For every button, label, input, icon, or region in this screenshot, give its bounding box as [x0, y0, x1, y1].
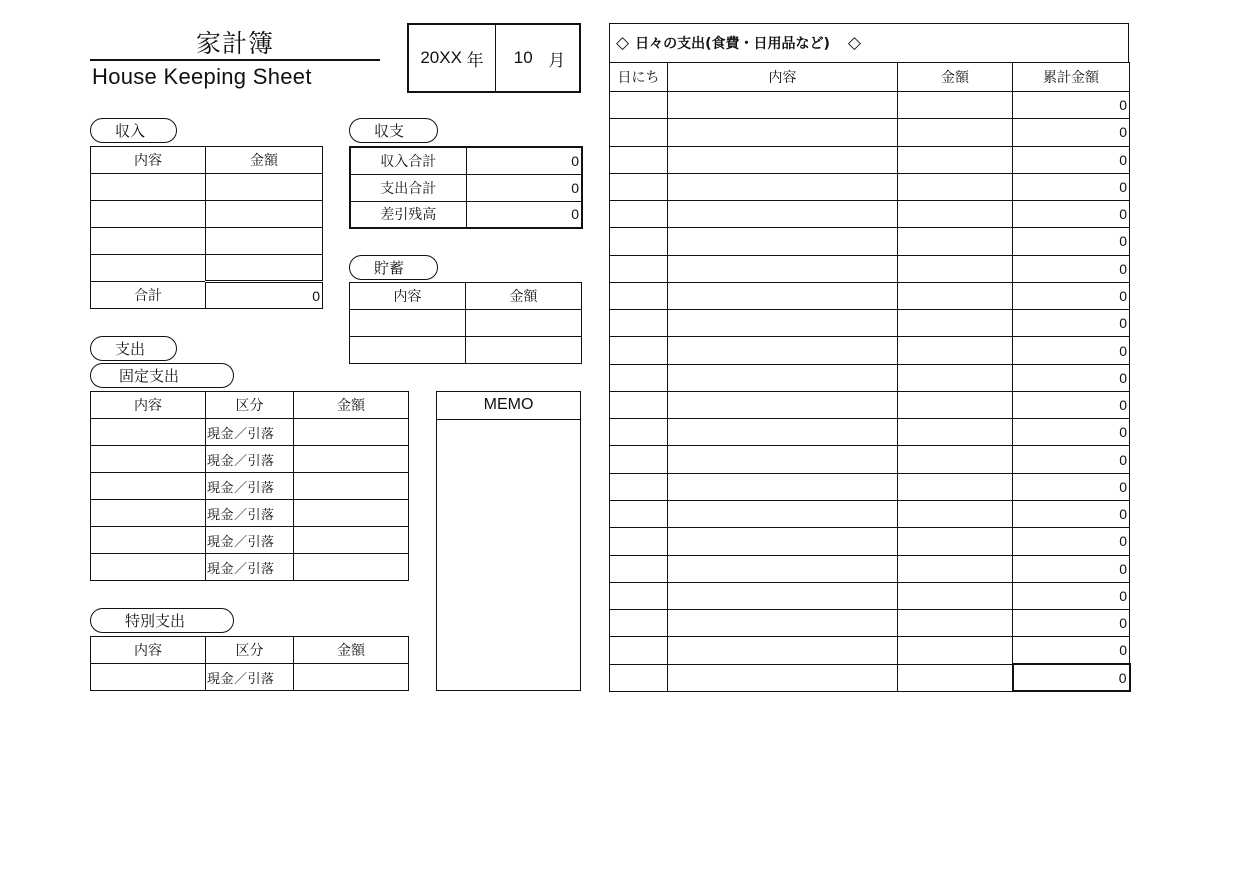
item-cell[interactable] — [668, 637, 898, 664]
special-expense-table — [90, 636, 409, 691]
date-cell[interactable] — [610, 446, 668, 473]
item-cell[interactable] — [668, 337, 898, 364]
table-row — [610, 201, 1130, 228]
fixed-amount-cell[interactable] — [294, 500, 409, 527]
cumulative-cell[interactable]: 0 — [1013, 637, 1130, 664]
cumulative-cell[interactable]: 0 — [1013, 173, 1130, 200]
column-header: 内容 — [91, 147, 206, 174]
column-header: 金額 — [898, 63, 1013, 92]
fixed-type-cell[interactable]: 現金／引落 — [206, 554, 294, 581]
table-row — [91, 228, 323, 255]
item-cell[interactable] — [668, 364, 898, 391]
income-item-cell[interactable] — [91, 201, 206, 228]
year-unit: 年 — [466, 50, 484, 70]
table-row — [610, 446, 1130, 473]
date-cell[interactable] — [610, 528, 668, 555]
date-cell[interactable] — [610, 364, 668, 391]
date-cell[interactable] — [610, 555, 668, 582]
amount-cell[interactable] — [898, 173, 1013, 200]
amount-cell[interactable] — [898, 282, 1013, 309]
cumulative-cell[interactable]: 0 — [1013, 582, 1130, 609]
income-amount-cell[interactable] — [206, 255, 323, 282]
cumulative-cell[interactable]: 0 — [1013, 337, 1130, 364]
income-item-cell[interactable] — [91, 228, 206, 255]
column-header: 金額 — [206, 147, 323, 174]
item-cell[interactable] — [668, 173, 898, 200]
item-cell[interactable] — [668, 282, 898, 309]
table-header-row — [91, 392, 409, 419]
table-row — [610, 528, 1130, 555]
item-cell[interactable] — [668, 92, 898, 119]
table-row — [91, 664, 409, 691]
amount-cell[interactable] — [898, 582, 1013, 609]
cumulative-cell-selected[interactable]: 0 — [1013, 664, 1130, 691]
cumulative-cell[interactable]: 0 — [1013, 119, 1130, 146]
table-row — [91, 174, 323, 201]
date-cell[interactable] — [610, 582, 668, 609]
column-header: 内容 — [91, 637, 206, 664]
amount-cell[interactable] — [898, 92, 1013, 119]
amount-cell[interactable] — [898, 119, 1013, 146]
amount-cell[interactable] — [898, 446, 1013, 473]
fixed-type-cell[interactable]: 現金／引落 — [206, 500, 294, 527]
fixed-item-cell[interactable] — [91, 419, 206, 446]
table-row — [610, 419, 1130, 446]
income-total-row — [91, 282, 323, 309]
cumulative-cell[interactable]: 0 — [1013, 528, 1130, 555]
date-cell[interactable] — [610, 473, 668, 500]
column-header: 日にち — [610, 63, 668, 92]
savings-item-cell[interactable] — [350, 337, 466, 364]
table-row — [91, 554, 409, 581]
month-unit: 月 — [548, 50, 566, 70]
memo-box — [436, 391, 581, 691]
column-header: 内容 — [668, 63, 898, 92]
table-row — [350, 147, 582, 174]
sheet-title-en: House Keeping Sheet — [92, 64, 312, 89]
date-cell[interactable] — [610, 146, 668, 173]
amount-cell[interactable] — [898, 610, 1013, 637]
table-row — [610, 337, 1130, 364]
balance-label-cell: 差引残高 — [350, 201, 466, 228]
table-row — [610, 473, 1130, 500]
savings-amount-cell[interactable] — [466, 337, 582, 364]
cumulative-cell[interactable]: 0 — [1013, 282, 1130, 309]
item-cell[interactable] — [668, 310, 898, 337]
date-cell[interactable] — [610, 92, 668, 119]
date-cell[interactable] — [610, 310, 668, 337]
savings-item-cell[interactable] — [350, 310, 466, 337]
income-item-cell[interactable] — [91, 255, 206, 282]
item-cell[interactable] — [668, 201, 898, 228]
cumulative-cell[interactable]: 0 — [1013, 228, 1130, 255]
balance-value-cell[interactable]: 0 — [466, 174, 582, 201]
fixed-item-cell[interactable] — [91, 554, 206, 581]
date-cell[interactable] — [610, 173, 668, 200]
fixed-item-cell[interactable] — [91, 446, 206, 473]
income-table — [90, 146, 323, 309]
table-header-row — [91, 147, 323, 174]
date-cell[interactable] — [610, 419, 668, 446]
date-cell[interactable] — [610, 255, 668, 282]
cumulative-cell[interactable]: 0 — [1013, 555, 1130, 582]
table-row — [610, 255, 1130, 282]
table-header-row — [91, 637, 409, 664]
table-row — [610, 364, 1130, 391]
cumulative-cell[interactable]: 0 — [1013, 610, 1130, 637]
special-expense-label: 特別支出 — [90, 608, 234, 633]
daily-expense-title — [609, 23, 1129, 62]
fixed-type-cell[interactable]: 現金／引落 — [206, 419, 294, 446]
month-cell[interactable] — [496, 25, 579, 91]
item-cell[interactable] — [668, 610, 898, 637]
column-header: 金額 — [294, 637, 409, 664]
cumulative-cell[interactable]: 0 — [1013, 446, 1130, 473]
amount-cell[interactable] — [898, 473, 1013, 500]
year-value: 20XX — [420, 48, 462, 67]
item-cell[interactable] — [668, 255, 898, 282]
savings-section-label: 貯蓄 — [349, 255, 438, 280]
cumulative-cell[interactable]: 0 — [1013, 473, 1130, 500]
column-header: 区分 — [206, 637, 294, 664]
table-row — [350, 174, 582, 201]
date-cell[interactable] — [610, 119, 668, 146]
balance-label-cell: 収入合計 — [350, 147, 466, 174]
fixed-type-cell[interactable]: 現金／引落 — [206, 446, 294, 473]
amount-cell[interactable] — [898, 637, 1013, 664]
balance-section-label: 収支 — [349, 118, 438, 143]
savings-amount-cell[interactable] — [466, 310, 582, 337]
table-row — [610, 92, 1130, 119]
column-header: 金額 — [466, 283, 582, 310]
table-row — [610, 146, 1130, 173]
income-section-label: 収入 — [90, 118, 177, 143]
item-cell[interactable] — [668, 473, 898, 500]
daily-title-text: 日々の支出(食費・日用品など) — [635, 36, 830, 52]
item-cell[interactable] — [668, 119, 898, 146]
amount-cell[interactable] — [898, 500, 1013, 527]
month-value: 10 — [513, 48, 533, 67]
table-row — [610, 282, 1130, 309]
item-cell[interactable] — [668, 500, 898, 527]
amount-cell[interactable] — [898, 528, 1013, 555]
item-cell[interactable] — [668, 528, 898, 555]
item-cell[interactable] — [668, 146, 898, 173]
item-cell[interactable] — [668, 391, 898, 418]
special-amount-cell[interactable] — [294, 664, 409, 691]
table-row — [610, 228, 1130, 255]
item-cell[interactable] — [668, 228, 898, 255]
special-type-cell[interactable]: 現金／引落 — [206, 664, 294, 691]
table-row — [91, 419, 409, 446]
table-row — [610, 664, 1130, 691]
table-row — [350, 310, 582, 337]
table-row — [350, 201, 582, 228]
fixed-expense-label: 固定支出 — [90, 363, 234, 388]
fixed-amount-cell[interactable] — [294, 446, 409, 473]
fixed-type-cell[interactable]: 現金／引落 — [206, 527, 294, 554]
table-row — [350, 337, 582, 364]
date-cell[interactable] — [610, 228, 668, 255]
income-total-value[interactable]: 0 — [206, 282, 323, 309]
date-cell[interactable] — [610, 610, 668, 637]
date-cell[interactable] — [610, 391, 668, 418]
amount-cell[interactable] — [898, 146, 1013, 173]
memo-content[interactable] — [437, 420, 580, 690]
title-underline — [90, 59, 380, 61]
diamond-icon: ◇ — [847, 33, 861, 53]
table-row — [610, 582, 1130, 609]
amount-cell[interactable] — [898, 664, 1013, 691]
cumulative-cell[interactable]: 0 — [1013, 310, 1130, 337]
amount-cell[interactable] — [898, 310, 1013, 337]
balance-value-cell[interactable]: 0 — [466, 147, 582, 174]
expense-section-label: 支出 — [90, 336, 177, 361]
table-row — [91, 500, 409, 527]
fixed-type-cell[interactable]: 現金／引落 — [206, 473, 294, 500]
date-cell[interactable] — [610, 664, 668, 691]
date-cell[interactable] — [610, 337, 668, 364]
table-row — [610, 310, 1130, 337]
table-row — [91, 446, 409, 473]
column-header: 区分 — [206, 392, 294, 419]
diamond-icon: ◇ — [616, 33, 630, 53]
fixed-amount-cell[interactable] — [294, 527, 409, 554]
column-header: 累計金額 — [1013, 63, 1130, 92]
memo-header: MEMO — [437, 392, 580, 420]
income-item-cell[interactable] — [91, 174, 206, 201]
cumulative-cell[interactable]: 0 — [1013, 201, 1130, 228]
table-row — [610, 500, 1130, 527]
fixed-amount-cell[interactable] — [294, 554, 409, 581]
item-cell[interactable] — [668, 664, 898, 691]
amount-cell[interactable] — [898, 555, 1013, 582]
balance-value-cell[interactable]: 0 — [466, 201, 582, 228]
fixed-amount-cell[interactable] — [294, 473, 409, 500]
table-row — [610, 391, 1130, 418]
amount-cell[interactable] — [898, 337, 1013, 364]
fixed-expense-table — [90, 391, 409, 581]
fixed-amount-cell[interactable] — [294, 419, 409, 446]
sheet-title-jp: 家計簿 — [195, 29, 274, 58]
income-total-label: 合計 — [91, 282, 206, 309]
balance-label-cell: 支出合計 — [350, 174, 466, 201]
table-header-row — [350, 283, 582, 310]
amount-cell[interactable] — [898, 255, 1013, 282]
cumulative-cell[interactable]: 0 — [1013, 419, 1130, 446]
column-header: 金額 — [294, 392, 409, 419]
cumulative-cell[interactable]: 0 — [1013, 391, 1130, 418]
amount-cell[interactable] — [898, 419, 1013, 446]
column-header: 内容 — [91, 392, 206, 419]
table-row — [91, 527, 409, 554]
cumulative-cell[interactable]: 0 — [1013, 500, 1130, 527]
item-cell[interactable] — [668, 582, 898, 609]
table-row — [610, 637, 1130, 664]
date-cell[interactable] — [610, 282, 668, 309]
savings-table — [349, 282, 582, 364]
income-amount-cell[interactable] — [206, 174, 323, 201]
item-cell[interactable] — [668, 419, 898, 446]
column-header: 内容 — [350, 283, 466, 310]
year-month-box — [407, 23, 581, 93]
fixed-item-cell[interactable] — [91, 500, 206, 527]
fixed-item-cell[interactable] — [91, 473, 206, 500]
table-row — [91, 473, 409, 500]
income-amount-cell[interactable] — [206, 201, 323, 228]
amount-cell[interactable] — [898, 364, 1013, 391]
table-row — [610, 555, 1130, 582]
cumulative-cell[interactable]: 0 — [1013, 92, 1130, 119]
year-cell[interactable] — [409, 25, 496, 91]
table-row — [610, 119, 1130, 146]
fixed-item-cell[interactable] — [91, 527, 206, 554]
item-cell[interactable] — [668, 555, 898, 582]
cumulative-cell[interactable]: 0 — [1013, 255, 1130, 282]
item-cell[interactable] — [668, 446, 898, 473]
date-cell[interactable] — [610, 637, 668, 664]
table-row — [91, 201, 323, 228]
special-item-cell[interactable] — [91, 664, 206, 691]
date-cell[interactable] — [610, 201, 668, 228]
daily-expense-table — [609, 62, 1131, 692]
table-header-row — [610, 63, 1130, 92]
income-amount-cell[interactable] — [206, 228, 323, 255]
cumulative-cell[interactable]: 0 — [1013, 146, 1130, 173]
cumulative-cell[interactable]: 0 — [1013, 364, 1130, 391]
balance-table — [349, 146, 583, 229]
table-row — [91, 255, 323, 282]
table-row — [610, 610, 1130, 637]
amount-cell[interactable] — [898, 201, 1013, 228]
date-cell[interactable] — [610, 500, 668, 527]
amount-cell[interactable] — [898, 228, 1013, 255]
table-row — [610, 173, 1130, 200]
amount-cell[interactable] — [898, 391, 1013, 418]
